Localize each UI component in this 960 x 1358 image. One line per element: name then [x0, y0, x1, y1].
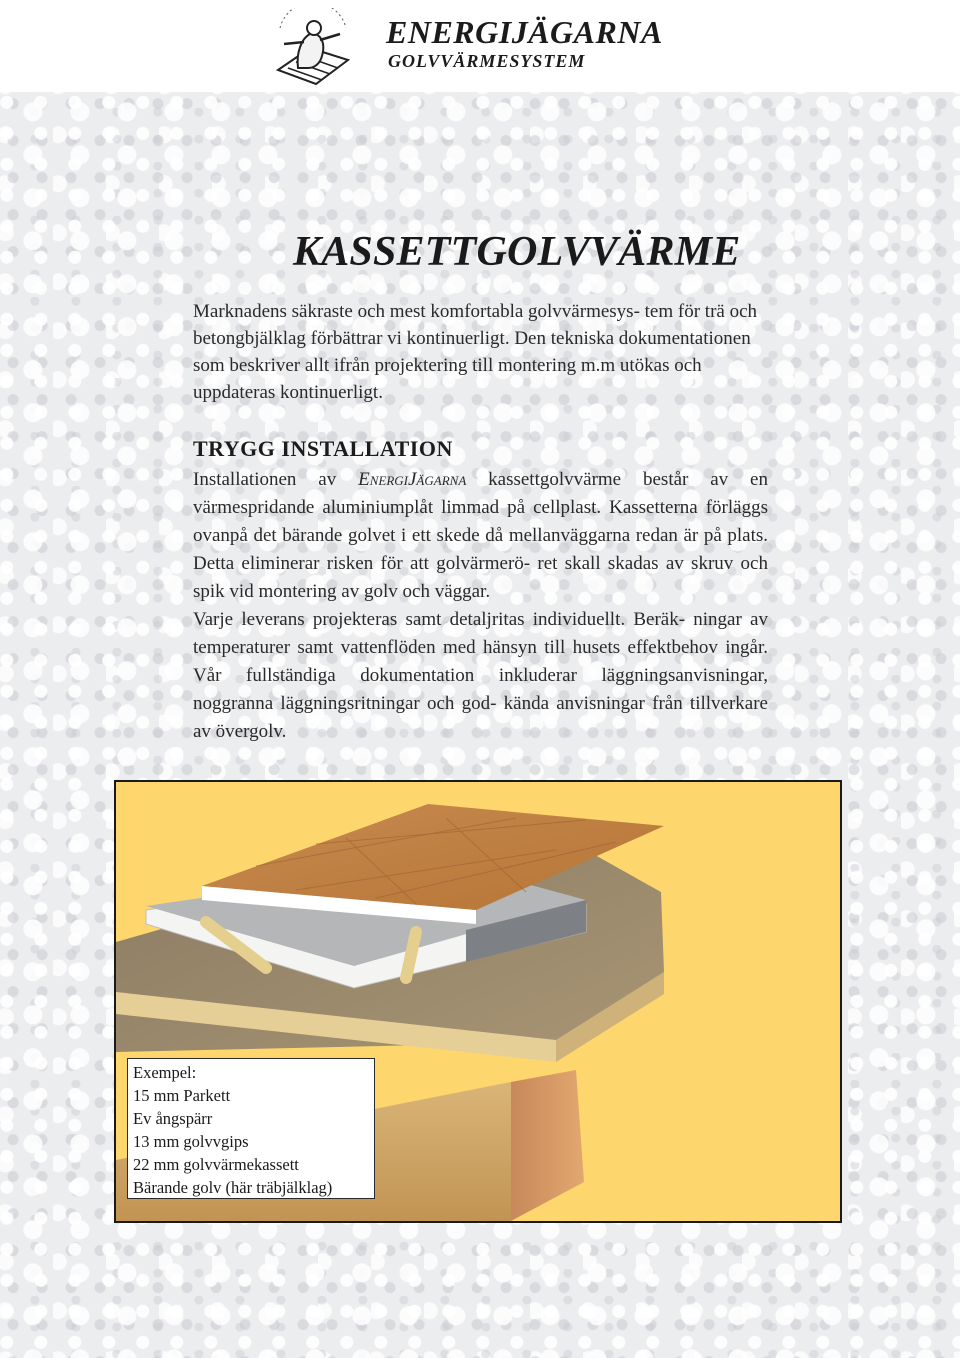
legend-item: 13 mm golvvgips: [133, 1132, 249, 1151]
legend-item: 22 mm golvvärmekassett: [133, 1155, 299, 1174]
joist-side: [511, 1070, 584, 1221]
lead-text: Installationen av: [193, 469, 359, 490]
lead-continuation: kassettgolvvärme består av en värmespridande aluminiumplåt limmad på cellplast. Kassetterna förläggs ovanpå det bärande golvet i ett skede då mellanväggarna redan är på plats. Detta eliminerar risken för att golvärmerö- ret skall skadas av skruv och spik vid montering av golv och väggar.: [193, 469, 768, 602]
brand-inline: EnergiJägarna: [358, 469, 467, 490]
layer-legend: [127, 1058, 375, 1199]
legend-item: 15 mm Parkett: [133, 1086, 231, 1105]
legend-item: Ev ångspärr: [133, 1109, 213, 1128]
intro-paragraph: Marknadens säkraste och mest komfortabla golvvärmesys- tem för trä och betongbjälklag förbättrar vi kontinuerligt. Den tekniska dokumentationen som beskriver allt ifrån projektering till montering m.m utökas och uppdateras kontinuerligt.: [193, 301, 758, 403]
brand-name: ENERGIJÄGARNA: [386, 14, 663, 50]
section-heading: TRYGG INSTALLATION: [193, 436, 453, 461]
legend-item: Bärande golv (här träbjälklag): [133, 1178, 333, 1197]
page-title: KASSETTGOLVVÄRME: [293, 229, 741, 275]
header-band: [0, 0, 960, 92]
legend-heading: Exempel:: [133, 1063, 197, 1082]
brand-logo: [386, 14, 663, 72]
section-paragraph-1: [193, 466, 768, 606]
brand-subtitle: GOLVVÄRMESYSTEM: [388, 51, 586, 71]
floor-layers-diagram: [114, 780, 842, 1223]
hunter-logo-icon: [270, 8, 356, 88]
section-body: [193, 466, 768, 746]
section-paragraph-2: Varje leverans projekteras samt detaljritas individuellt. Beräk- ningar av temperaturer samt vattenflöden med hänsyn till husets effektbehov ingår. Vår fullständiga dokumentation inkluderar läggningsanvisningar, noggranna läggningsritningar och god- kända anvisningar från tillverkare av övergolv.: [193, 609, 768, 742]
